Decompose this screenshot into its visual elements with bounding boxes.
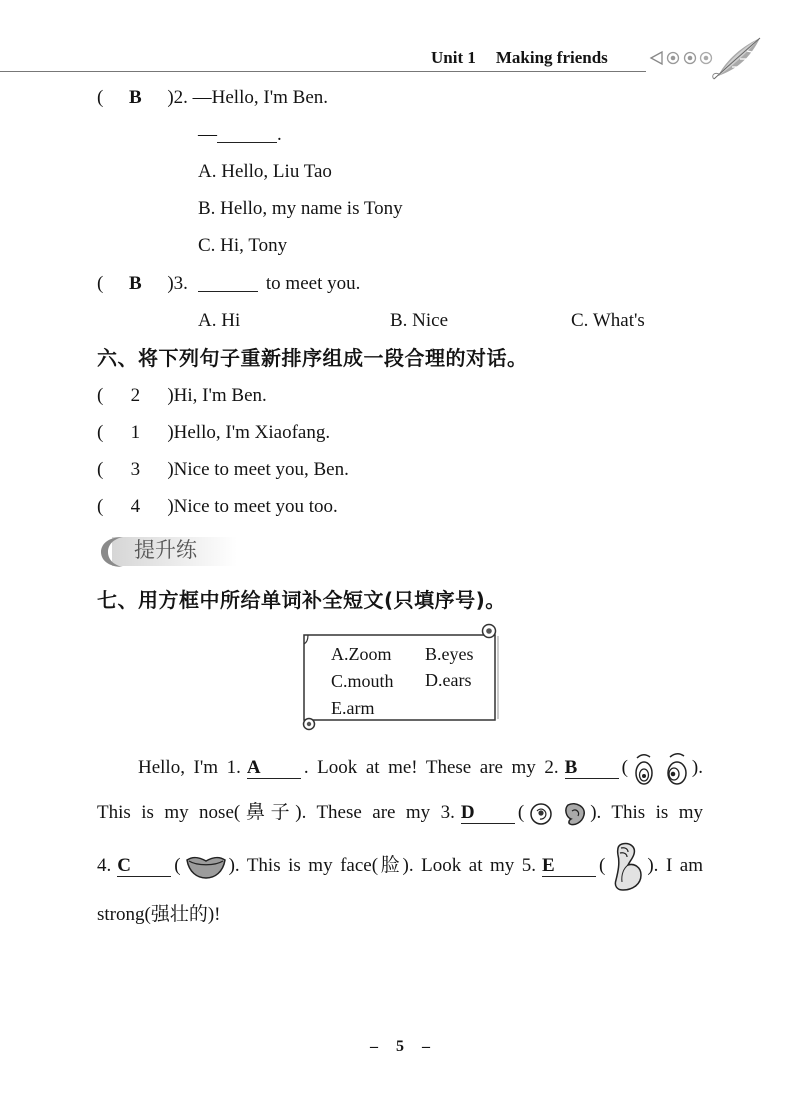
- feather-icon: [713, 38, 760, 79]
- bracket-open: (: [599, 855, 606, 876]
- ears-icon: [528, 799, 588, 829]
- word-option-b: B.eyes: [425, 644, 474, 664]
- unit-label: Unit 1: [431, 48, 476, 67]
- q3-answer: B: [128, 273, 142, 294]
- bracket-close: ): [167, 87, 174, 108]
- q2-option-b: B. Hello, my name is Tony: [198, 198, 403, 219]
- reply-period: .: [277, 124, 282, 145]
- bracket-open: (: [97, 496, 104, 517]
- s6-item-3: [97, 455, 349, 485]
- q2-reply: [198, 120, 282, 150]
- passage-line-3: [97, 846, 703, 886]
- q3-option-b: B. Nice: [390, 310, 449, 331]
- q2-stem: 2. —Hello, I'm Ben.: [173, 87, 329, 108]
- bracket-close: ): [167, 385, 174, 406]
- word-option-a: A.Zoom: [331, 644, 392, 664]
- passage-text: 4.: [97, 855, 112, 876]
- passage-line-2: [97, 793, 703, 833]
- q3-row: [97, 269, 360, 299]
- section6-title: 六、将下列句子重新排序组成一段合理的对话。: [97, 346, 528, 370]
- bracket-open: (: [517, 802, 525, 823]
- bracket-open: (: [97, 422, 104, 443]
- bracket-open: (: [97, 385, 104, 406]
- header-rule: [0, 71, 646, 72]
- passage-line-4: [97, 895, 703, 935]
- bracket-close: ): [167, 496, 174, 517]
- mouth-icon: [185, 853, 227, 881]
- q2-option-a: A. Hello, Liu Tao: [198, 161, 332, 182]
- reply-dash: —: [198, 124, 217, 145]
- word-box-scroll: [298, 620, 504, 734]
- eyes-icon: [632, 751, 690, 787]
- word-option-c: C.mouth: [331, 671, 394, 691]
- dot-icon: [668, 53, 679, 64]
- s6-item-4: [97, 492, 338, 522]
- unit-title: Making friends: [495, 48, 608, 67]
- q2-row: [97, 83, 328, 113]
- s6-item-2: [97, 418, 330, 448]
- q3-option-a: A. Hi: [198, 310, 241, 331]
- passage-text: strong(强壮的)!: [97, 904, 221, 925]
- bracket-open: (: [97, 273, 104, 294]
- dot-icon: [685, 53, 696, 64]
- bracket-open: (: [621, 757, 628, 778]
- s6-text: Hello, I'm Xiaofang.: [173, 422, 331, 443]
- q3-stem: to meet you.: [265, 273, 361, 294]
- s6-text: Nice to meet you, Ben.: [173, 459, 349, 480]
- bracket-close: ): [167, 459, 174, 480]
- reply-blank: [217, 122, 277, 143]
- answer-blank-3: D: [461, 803, 515, 824]
- bracket-close: ): [167, 273, 174, 294]
- s6-order: 1: [130, 422, 141, 443]
- running-header: [431, 47, 608, 69]
- passage-line-1: [97, 748, 703, 788]
- word-option-d: D.ears: [425, 670, 472, 690]
- q3-number: 3.: [173, 273, 188, 294]
- word-option-e: E.arm: [331, 698, 375, 718]
- q3-option-c: C. What's: [571, 310, 645, 331]
- answer-blank-4: C: [117, 856, 171, 877]
- passage-text: Hello, I'm 1.: [138, 757, 241, 778]
- answer-blank-1: A: [247, 758, 301, 779]
- bracket-close: ): [167, 422, 174, 443]
- s6-order: 3: [130, 459, 141, 480]
- passage-text: This is my nose(鼻子). These are my 3.: [97, 802, 455, 823]
- q2-answer: B: [128, 87, 142, 108]
- bracket-open: (: [97, 459, 104, 480]
- banner-label: 提升练: [134, 538, 197, 562]
- bracket-open: (: [97, 87, 104, 108]
- answer-blank-5: E: [542, 856, 596, 877]
- passage-text: ). I am: [647, 855, 703, 876]
- s6-order: 2: [130, 385, 141, 406]
- passage-text: ). This is my face(脸). Look at my 5.: [228, 855, 537, 876]
- arm-icon: [609, 842, 645, 892]
- header-ornament: [646, 34, 766, 80]
- passage-text: . Look at me! These are my 2.: [303, 757, 559, 778]
- s6-text: Nice to meet you too.: [173, 496, 338, 517]
- q3-blank: [198, 271, 258, 292]
- s6-text: Hi, I'm Ben.: [173, 385, 267, 406]
- passage-text: ). This is my: [590, 802, 703, 823]
- page-number: – 5 –: [370, 1038, 430, 1055]
- crescent-icon: [99, 535, 129, 569]
- section7-title: 七、用方框中所给单词补全短文(只填序号)。: [97, 588, 506, 612]
- dot-icon: [701, 53, 712, 64]
- s6-order: 4: [130, 496, 141, 517]
- bracket-open: (: [174, 855, 181, 876]
- answer-blank-2: B: [565, 758, 619, 779]
- passage-text: ).: [691, 757, 703, 778]
- q2-option-c: C. Hi, Tony: [198, 235, 288, 256]
- arrow-left-icon: [651, 52, 662, 64]
- s6-item-1: [97, 381, 267, 411]
